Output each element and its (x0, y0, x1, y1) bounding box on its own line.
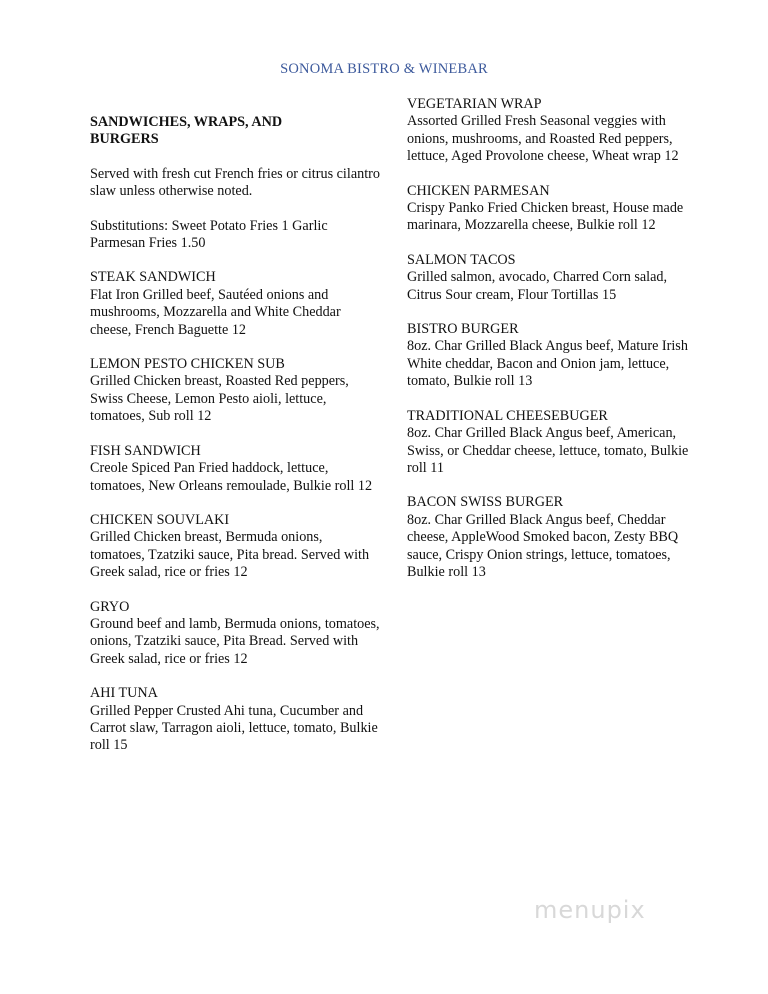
menu-item-description: Flat Iron Grilled beef, Sautéed onions and mushrooms, Mozzarella and White Cheddar cheese, French Baguette 12 (90, 286, 341, 338)
menu-item-fish-sandwich (90, 443, 380, 495)
menu-item-description: Grilled Chicken breast, Bermuda onions, tomatoes, Tzatziki sauce, Pita bread. Served with Greek salad, rice or fries 12 (90, 529, 370, 581)
sides-note: Served with fresh cut French fries or citrus cilantro slaw unless otherwise noted. (90, 165, 380, 200)
menu-item-name: BACON SWISS BURGER (407, 494, 564, 511)
menu-item-name: CHICKEN SOUVLAKI (90, 511, 230, 528)
menu-item-name: STEAK SANDWICH (90, 269, 216, 286)
menu-item-name: BISTRO BURGER (407, 321, 519, 338)
menu-item-traditional-cheeseburger (407, 408, 692, 478)
menu-item-description: Creole Spiced Pan Fried haddock, lettuce, tomatoes, New Orleans remoulade, Bulkie roll 12 (90, 460, 373, 494)
menu-item-name: GRYO (90, 598, 130, 615)
menu-item-description: Assorted Grilled Fresh Seasonal veggies with onions, mushrooms, and Roasted Red peppers, lettuce, Aged Provolone cheese, Wheat wrap 12 (407, 113, 679, 165)
menu-item-name: SALMON TACOS (407, 251, 516, 268)
menu-item-name: AHI TUNA (90, 685, 158, 702)
menu-item-chicken-souvlaki (90, 512, 380, 582)
menu-column-left (90, 114, 380, 772)
menu-item-name: TRADITIONAL CHEESEBUGER (407, 407, 608, 424)
menu-item-bacon-swiss-burger (407, 494, 692, 581)
menu-item-lemon-pesto-chicken-sub (90, 356, 380, 426)
menu-item-description: Grilled Chicken breast, Roasted Red peppers, Swiss Cheese, Lemon Pesto aioli, lettuce, tomatoes, Sub roll 12 (90, 373, 349, 425)
menu-item-steak-sandwich (90, 269, 380, 339)
section-title (90, 114, 380, 149)
menupix-watermark: menupix (534, 896, 646, 924)
menu-column-right (407, 96, 692, 598)
menu-item-description: Crispy Panko Fried Chicken breast, House made marinara, Mozzarella cheese, Bulkie roll 12 (407, 200, 684, 234)
menu-item-vegetarian-wrap (407, 96, 692, 166)
restaurant-name: SONOMA BISTRO & WINEBAR (280, 61, 488, 77)
menu-item-name: VEGETARIAN WRAP (407, 96, 542, 112)
menu-item-chicken-parmesan (407, 183, 692, 235)
menu-item-description: Grilled salmon, avocado, Charred Corn salad, Citrus Sour cream, Flour Tortillas 15 (407, 269, 668, 303)
menu-item-description: 8oz. Char Grilled Black Angus beef, Mature Irish White cheddar, Bacon and Onion jam, lettuce, tomato, Bulkie roll 13 (407, 338, 688, 390)
menu-item-description: 8oz. Char Grilled Black Angus beef, Cheddar cheese, AppleWood Smoked bacon, Zesty BBQ sauce, Crispy Onion strings, lettuce, tomatoes, Bulkie roll 13 (407, 511, 679, 580)
menu-item-description: Ground beef and lamb, Bermuda onions, tomatoes, onions, Tzatziki sauce, Pita Bread. Served with Greek salad, rice or fries 12 (90, 615, 380, 667)
substitutions-note: Substitutions: Sweet Potato Fries 1 Garlic Parmesan Fries 1.50 (90, 217, 328, 252)
menu-item-ahi-tuna (90, 685, 380, 755)
section-title-line-2: BURGERS (90, 131, 159, 148)
menu-item-description: Grilled Pepper Crusted Ahi tuna, Cucumber and Carrot slaw, Tarragon aioli, lettuce, tomato, Bulkie roll 15 (90, 702, 378, 754)
menu-item-name: CHICKEN PARMESAN (407, 182, 550, 199)
section-title-line-1: SANDWICHES, WRAPS, AND (90, 114, 283, 130)
menu-item-description: 8oz. Char Grilled Black Angus beef, American, Swiss, or Cheddar cheese, lettuce, tomato, Bulkie roll 11 (407, 425, 689, 476)
menu-item-salmon-tacos (407, 252, 692, 304)
menu-item-name: FISH SANDWICH (90, 442, 201, 459)
menu-item-gryo (90, 599, 380, 669)
menu-item-name: LEMON PESTO CHICKEN SUB (90, 356, 285, 373)
menu-item-bistro-burger (407, 321, 692, 391)
